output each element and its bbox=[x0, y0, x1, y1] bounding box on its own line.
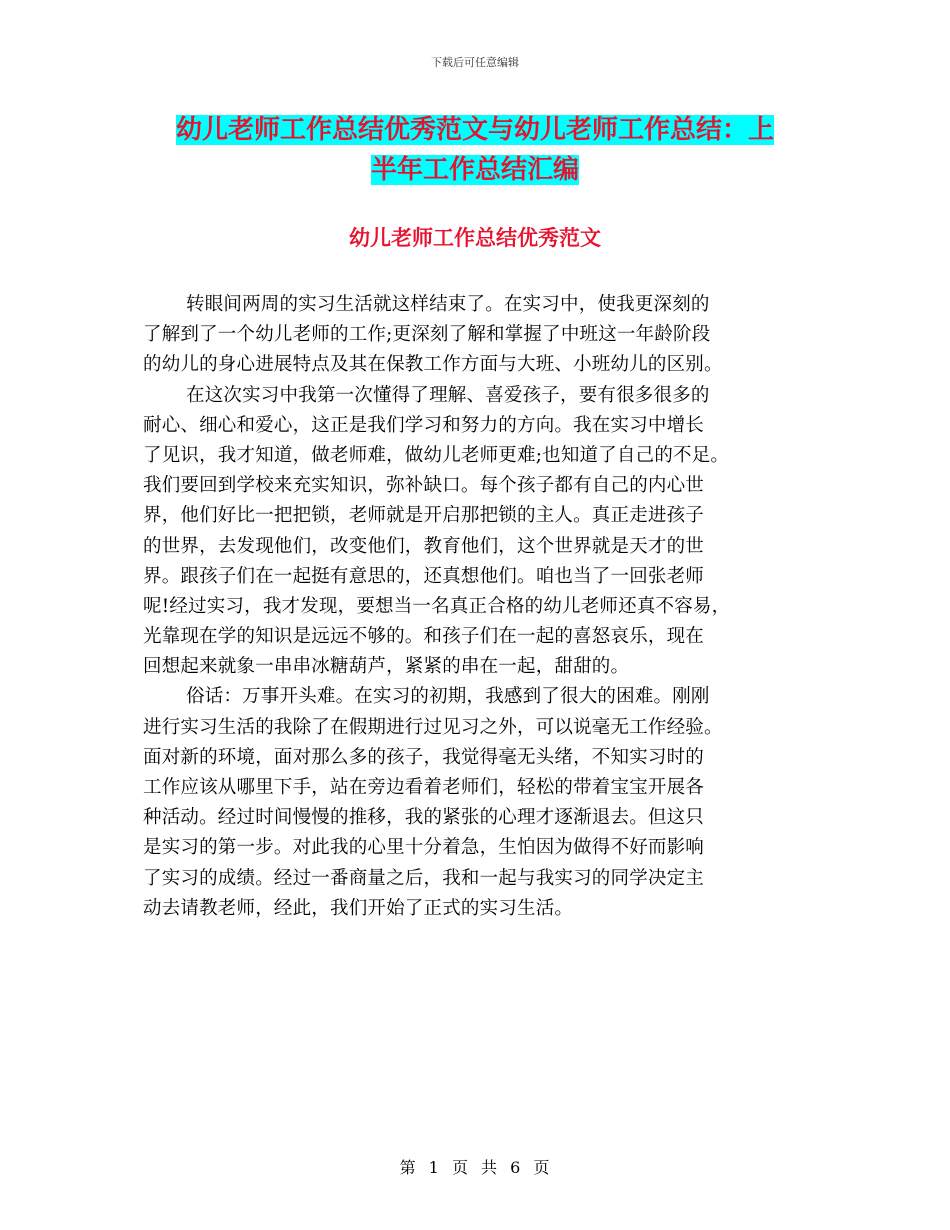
text-line: 的幼儿的身心进展特点及其在保教工作方面与大班、小班幼儿的区别。 bbox=[143, 354, 723, 376]
text-line: 俗话：万事开头难。在实习的初期，我感到了很大的困难。刚刚 bbox=[186, 686, 710, 708]
text-line: 转眼间两周的实习生活就这样结束了。在实习中，使我更深刻的 bbox=[186, 294, 710, 315]
text-line: 进行实习生活的我除了在假期进行过见习之外，可以说毫无工作经验。 bbox=[143, 716, 723, 738]
header-note: 下载后可任意编辑 bbox=[431, 56, 519, 69]
title-line-2: 半年工作总结汇编 bbox=[370, 155, 579, 185]
title-line-1: 幼儿老师工作总结优秀范文与幼儿老师工作总结：上 bbox=[175, 115, 774, 145]
page-indicator: 第 1 页 共 6 页 bbox=[399, 1158, 551, 1177]
text-line: 界，他们好比一把把锁，老师就是开启那把锁的主人。真正走进孩子 bbox=[143, 505, 705, 527]
text-line: 我们要回到学校来充实知识，弥补缺口。每个孩子都有自己的内心世 bbox=[143, 475, 705, 497]
text-line: 工作应该从哪里下手，站在旁边看着老师们，轻松的带着宝宝开展各 bbox=[143, 777, 705, 798]
text-line: 回想起来就象一串串冰糖葫芦，紧紧的串在一起，甜甜的。 bbox=[143, 656, 630, 678]
text-line: 在这次实习中我第一次懂得了理解、喜爱孩子，要有很多很多的 bbox=[186, 384, 710, 406]
text-line: 面对新的环境，面对那么多的孩子，我觉得毫无头绪，不知实习时的 bbox=[143, 746, 705, 768]
text-line: 种活动。经过时间慢慢的推移，我的紧张的心理才逐渐退去。但这只 bbox=[143, 807, 705, 829]
text-line: 呢!经过实习，我才发现，要想当一名真正合格的幼儿老师还真不容易， bbox=[143, 595, 731, 617]
document-title bbox=[150, 110, 800, 190]
text-line: 界。跟孩子们在一起挺有意思的，还真想他们。咱也当了一回张老师 bbox=[143, 565, 705, 587]
text-line: 光靠现在学的知识是远远不够的。和孩子们在一起的喜怒哀乐，现在 bbox=[143, 626, 705, 648]
text-line: 了见识，我才知道，做老师难，做幼儿老师更难;也知道了自己的不足。 bbox=[143, 444, 730, 466]
text-line: 耐心、细心和爱心，这正是我们学习和努力的方向。我在实习中增长 bbox=[143, 414, 705, 436]
body-text bbox=[143, 290, 815, 924]
section-heading: 幼儿老师工作总结优秀范文 bbox=[349, 226, 601, 250]
text-line: 了解到了一个幼儿老师的工作;更深刻了解和掌握了中班这一年龄阶段 bbox=[143, 324, 711, 346]
text-line: 动去请教老师，经此，我们开始了正式的实习生活。 bbox=[143, 897, 574, 919]
text-line: 是实习的第一步。对此我的心里十分着急，生怕因为做得不好而影响 bbox=[143, 837, 705, 859]
text-line: 的世界，去发现他们，改变他们，教育他们，这个世界就是天才的世 bbox=[143, 535, 705, 557]
text-line: 了实习的成绩。经过一番商量之后，我和一起与我实习的同学决定主 bbox=[143, 867, 705, 889]
